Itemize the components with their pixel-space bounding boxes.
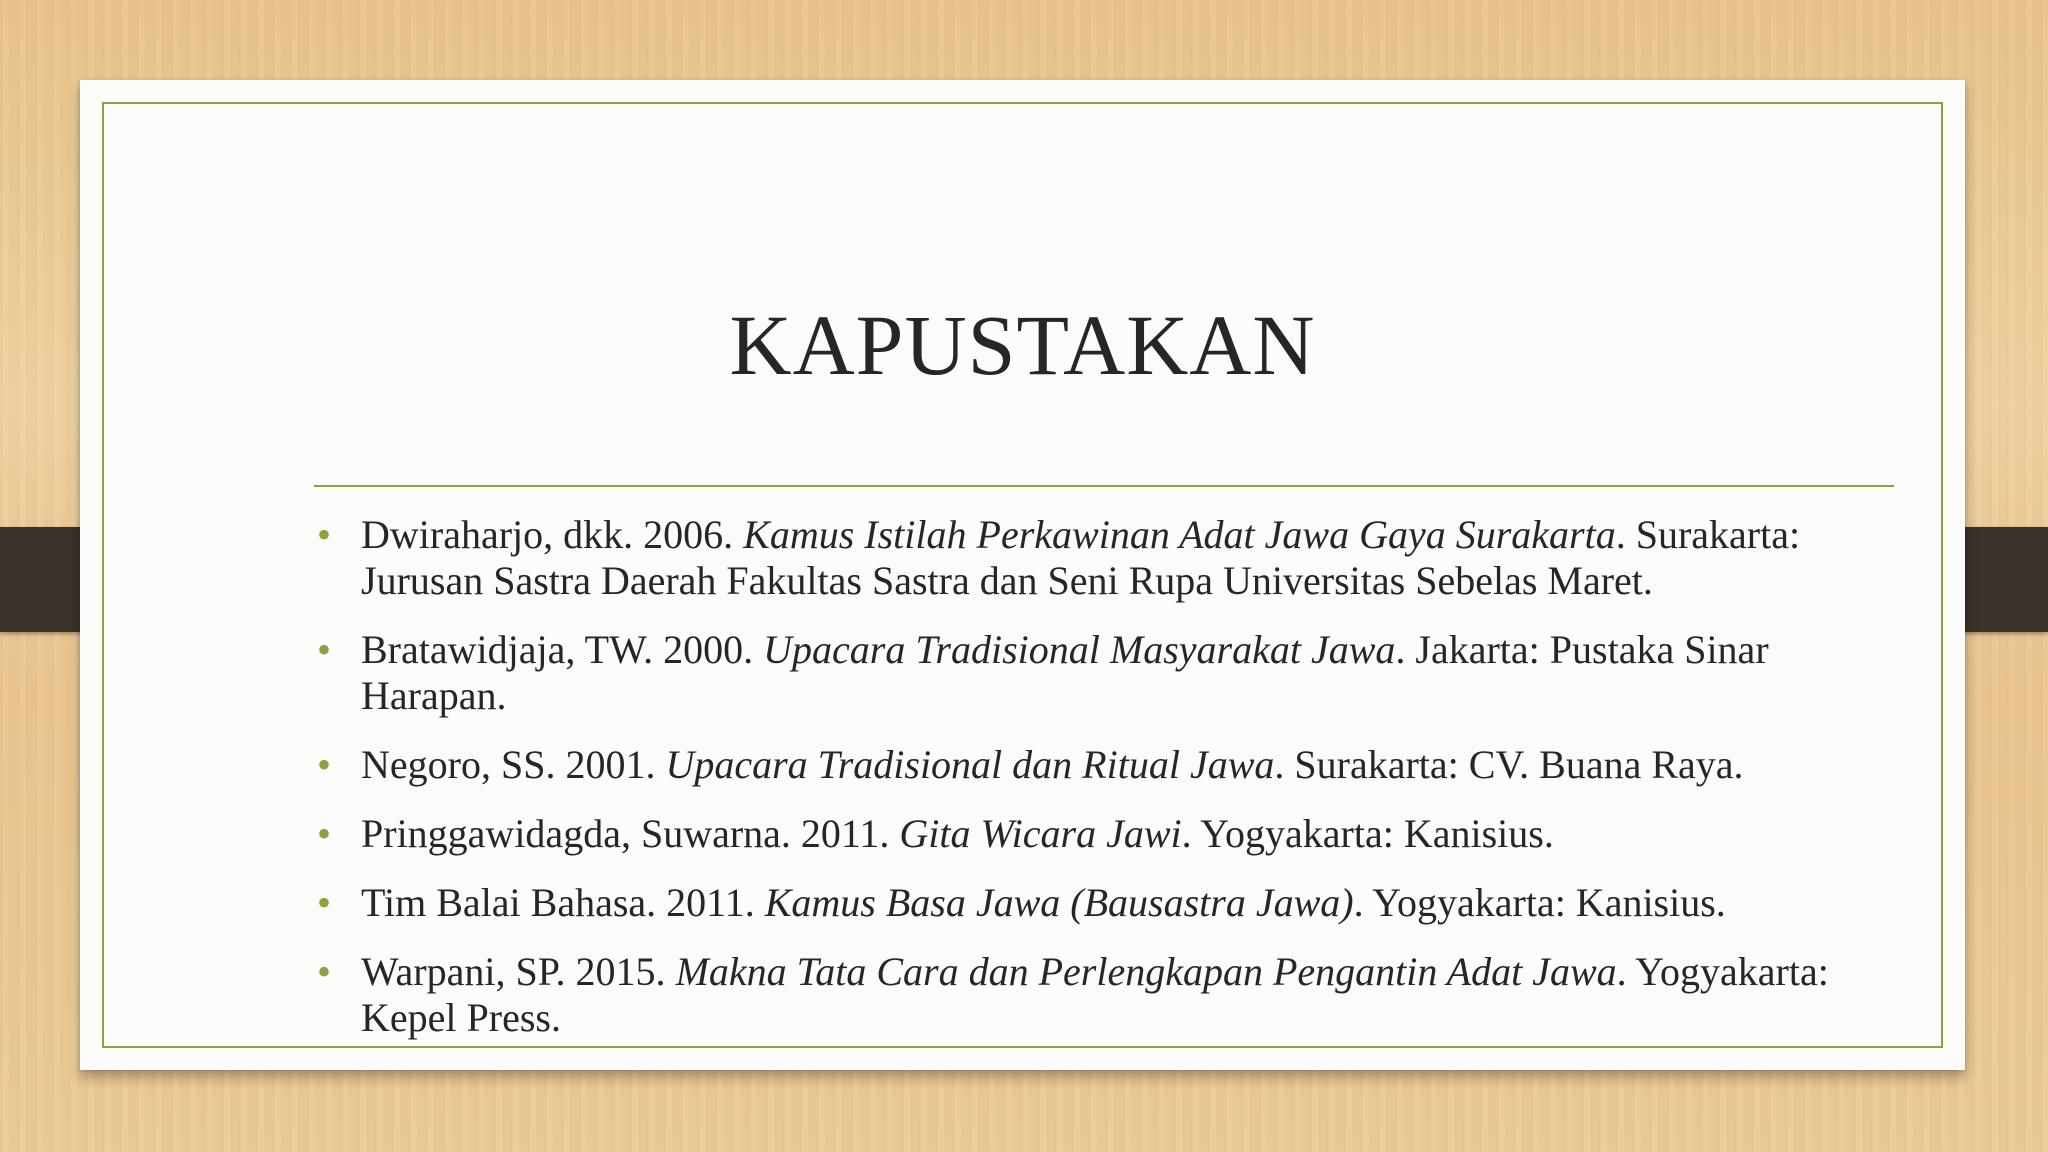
reference-item bbox=[317, 742, 1917, 788]
reference-item bbox=[317, 512, 1917, 604]
reference-publisher: . Surakarta: CV. Buana Raya. bbox=[1274, 742, 1744, 787]
reference-title: Makna Tata Cara dan Perlengkapan Pengantin Adat Jawa bbox=[675, 949, 1617, 994]
reference-author-year: Warpani, SP. 2015. bbox=[361, 949, 676, 994]
slide-title: KAPUSTAKAN bbox=[729, 297, 1316, 393]
reference-author-year: Pringgawidagda, Suwarna. 2011. bbox=[361, 811, 900, 856]
reference-author-year: Bratawidjaja, TW. 2000. bbox=[361, 627, 764, 672]
reference-title: Upacara Tradisional Masyarakat Jawa bbox=[763, 627, 1396, 672]
reference-item bbox=[317, 627, 1917, 719]
reference-title: Gita Wicara Jawi bbox=[899, 811, 1182, 856]
reference-publisher: . Jakarta: Pustaka Sinar Harapan. bbox=[361, 627, 1769, 718]
reference-list bbox=[317, 512, 1917, 1064]
reference-publisher: . Yogyakarta: Kepel Press. bbox=[361, 949, 1829, 1040]
reference-title: Kamus Istilah Perkawinan Adat Jawa Gaya Surakarta bbox=[743, 512, 1616, 557]
reference-title: Upacara Tradisional dan Ritual Jawa bbox=[665, 742, 1275, 787]
reference-item bbox=[317, 949, 1917, 1041]
slide-card bbox=[80, 80, 1965, 1070]
reference-publisher: . Surakarta: Jurusan Sastra Daerah Fakultas Sastra dan Seni Rupa Universitas Sebelas Maret. bbox=[361, 512, 1801, 603]
reference-publisher: . Yogyakarta: Kanisius. bbox=[1353, 880, 1726, 925]
bullet-icon: • bbox=[317, 627, 332, 672]
title-divider bbox=[314, 485, 1894, 487]
bullet-icon: • bbox=[317, 949, 332, 994]
bullet-icon: • bbox=[317, 512, 332, 557]
bullet-icon: • bbox=[317, 811, 332, 856]
reference-publisher: . Yogyakarta: Kanisius. bbox=[1181, 811, 1554, 856]
reference-title: Kamus Basa Jawa (Bausastra Jawa) bbox=[764, 880, 1354, 925]
reference-author-year: Negoro, SS. 2001. bbox=[361, 742, 666, 787]
bullet-icon: • bbox=[317, 742, 332, 787]
reference-item bbox=[317, 880, 1917, 926]
bullet-icon: • bbox=[317, 880, 332, 925]
reference-item bbox=[317, 811, 1917, 857]
reference-author-year: Dwiraharjo, dkk. 2006. bbox=[361, 512, 744, 557]
reference-author-year: Tim Balai Bahasa. 2011. bbox=[361, 880, 765, 925]
